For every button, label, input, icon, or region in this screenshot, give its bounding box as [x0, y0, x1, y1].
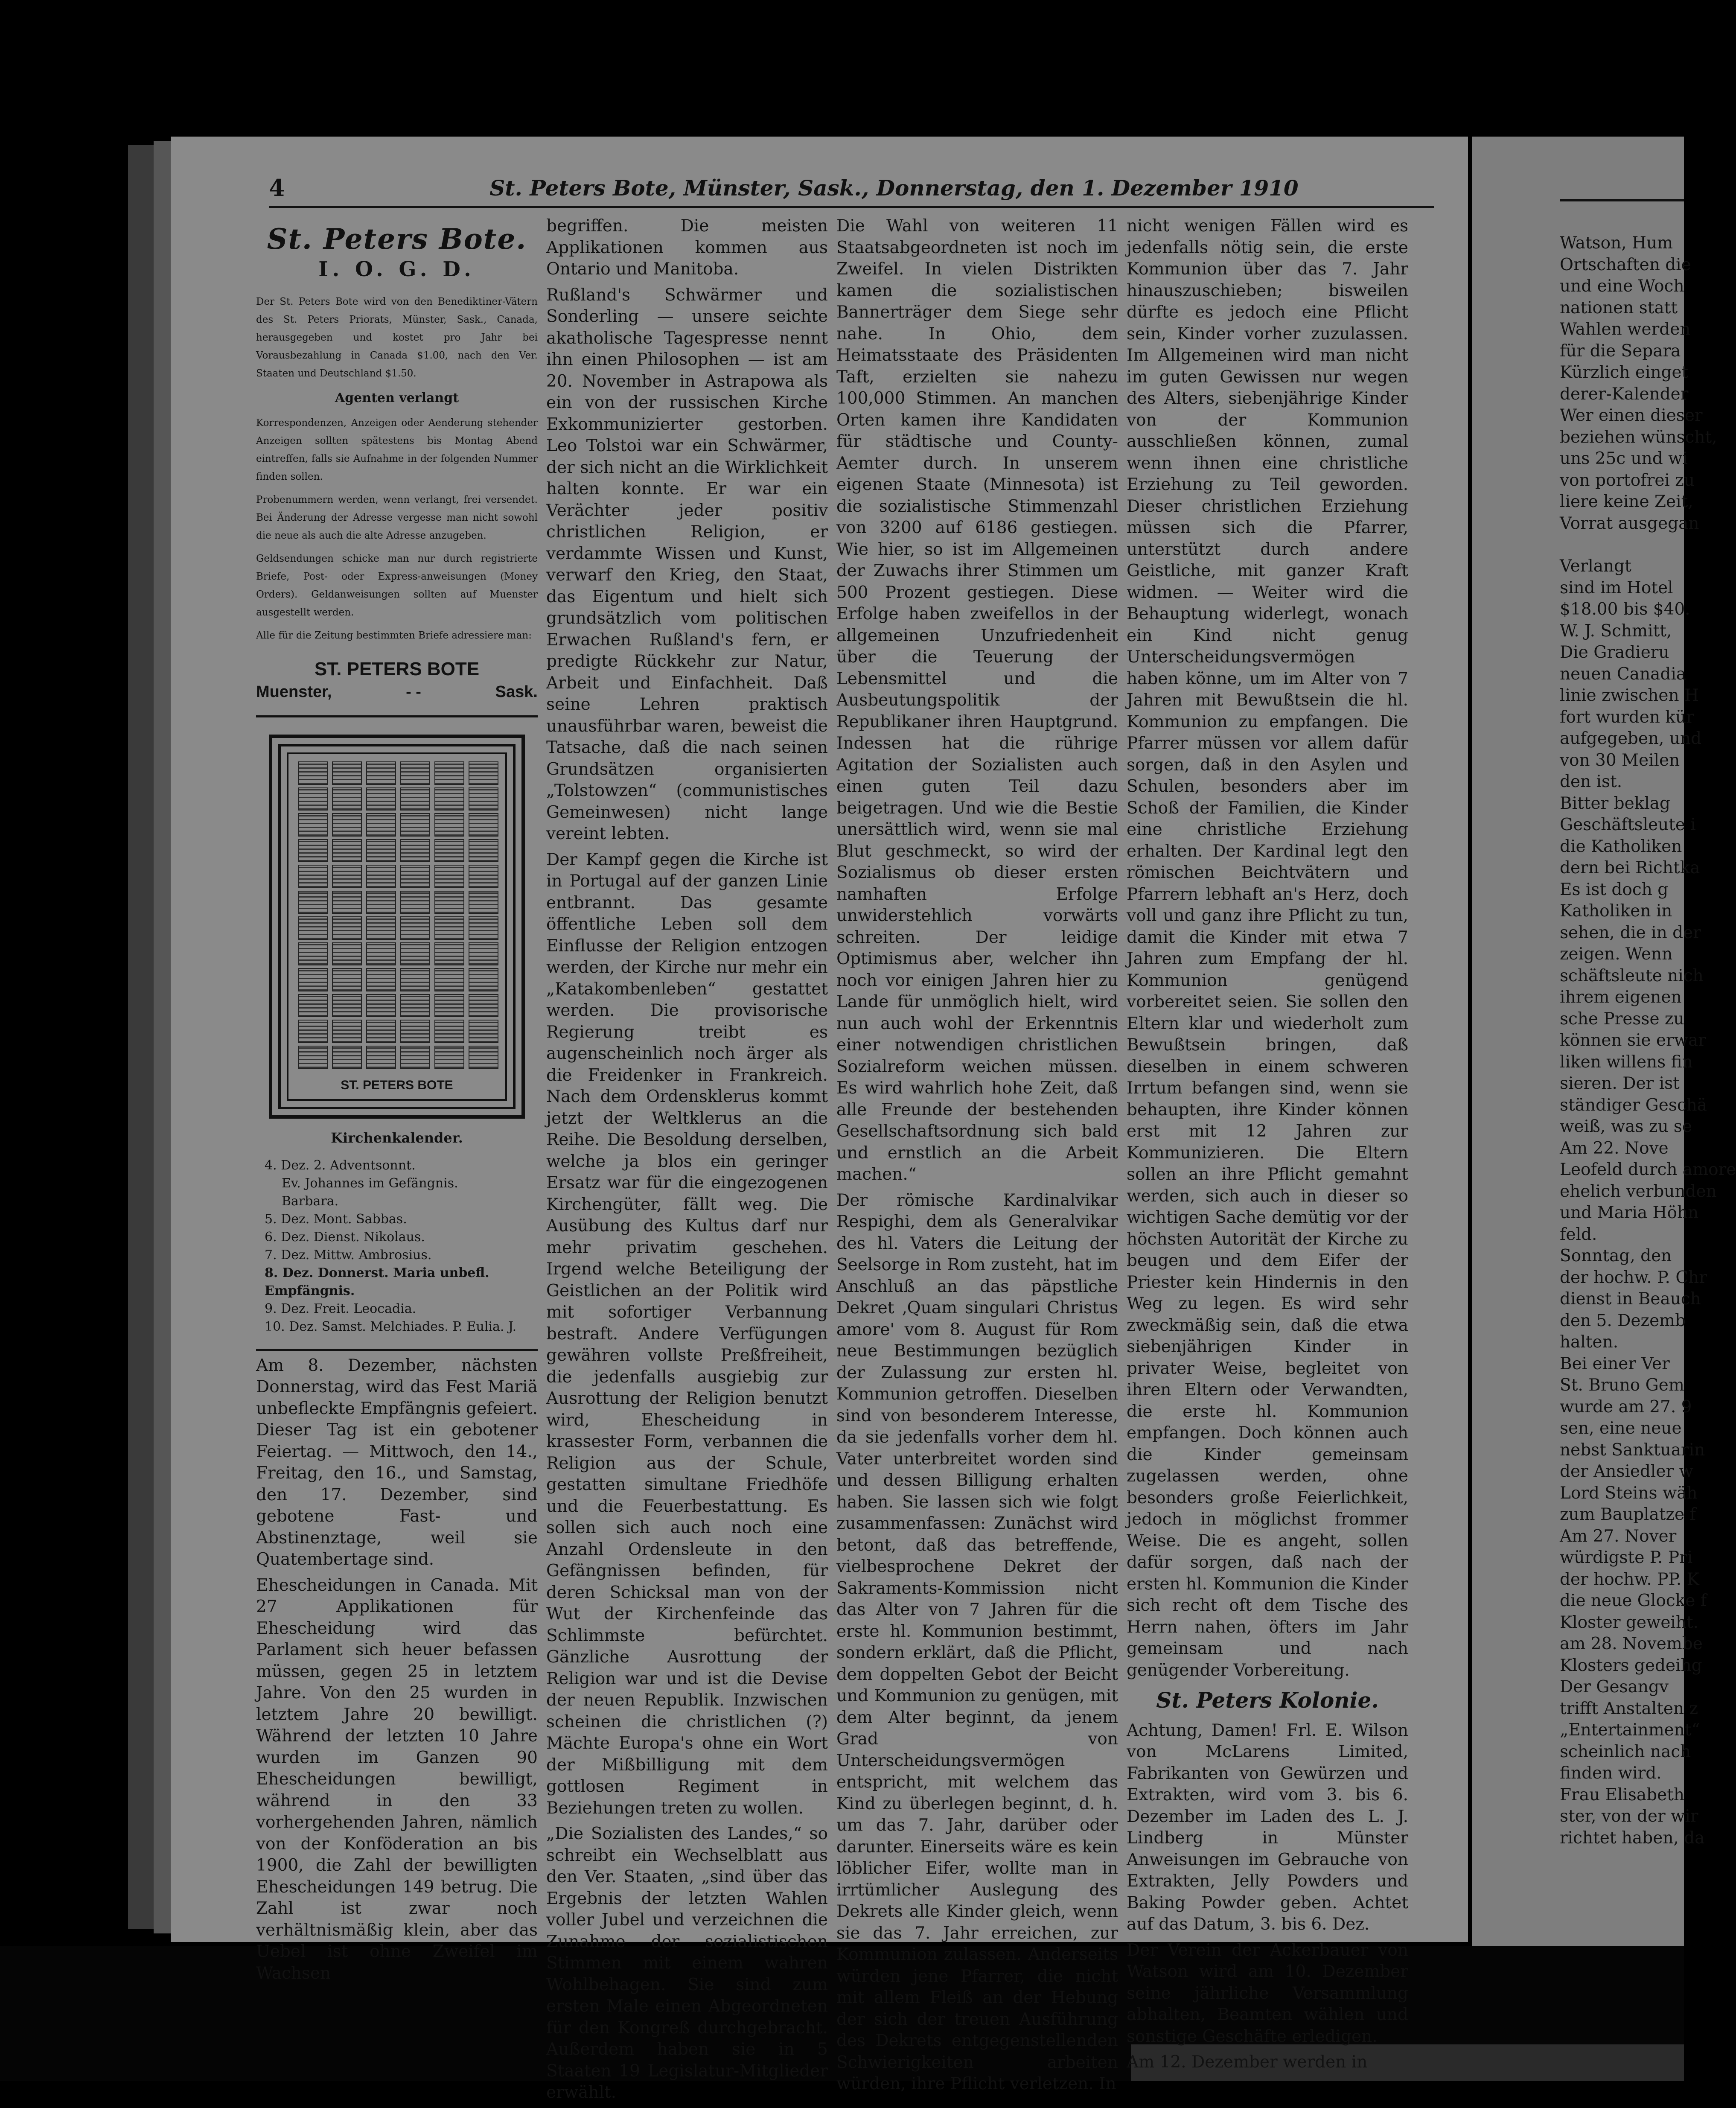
facing-page-line: Klosters gedeihg — [1560, 1656, 1702, 1675]
calendar-cell — [366, 968, 396, 991]
facing-page-line: zeigen. Wenn — [1560, 945, 1673, 964]
facing-page-line: Frau Elisabeth — [1560, 1785, 1684, 1805]
calendar-cell — [400, 865, 430, 888]
facing-page-line: St. Bruno Gem — [1560, 1376, 1684, 1395]
facing-page-rule — [1560, 199, 1684, 201]
facing-page-line: liken willens fin — [1560, 1052, 1693, 1072]
calendar-cell — [366, 1046, 396, 1069]
article-paragraph: nicht wenigen Fällen wird es jedenfalls nötig sein, die erste Kommunion über das 7. Jahr hinauszuschieben; bisweilen dürfte es jedoch eine Pflicht sein, Kinder vorher zuzulassen. Im Allgemeinen wird man nicht im guten Gewissen nur wegen des Alters, siebenjährige Kinder von der Kommunion ausschließen können, zumal wenn ihnen eine christliche Erziehung zu Teil geworden. Dieser christlichen Erziehung müssen sich die Pfarrer, unterstützt durch andere Geistliche, mit ganzer Kraft widmen. — Weiter wird die Behauptung widerlegt, wonach ein Kind nicht genug Unterscheidungsvermögen haben könne, um im Alter von 7 Jahren mit Bewußtsein die hl. Kommunion zu empfangen. Die Pfarrer müssen vor allem dafür sorgen, daß in den Asylen und Schulen, besonders aber im Schoß der Familien, die Kinder eine christliche Erziehung erhalten. Der Kardinal legt den römischen Beichtvätern und Pfarrern lebhaft an's Herz, doch voll und ganz ihre Pflicht zu tun, damit die Kinder mit etwa 7 Jahren zum Empfang der hl. Kommunion genügend vorbereitet seien. Sie sollen den Eltern klar und wiederholt zum Bewußtsein bringen, daß dieselben in einem schweren Irrtum befangen sind, wenn sie behaupten, ihre Kinder können erst mit 12 Jahren zur Kommunizieren. Die Eltern sollen an ihre Pflicht gemahnt werden, sich auch in dieser so wichtigen Sache demütig vor der höchsten Autorität der Kirche zu beugen und dem Eifer der Priester kein Hindernis in den Weg zu legen. Es wird sehr zweckmäßig sein, daß die etwa siebenjährigen Kinder in privater Weise, begleitet von ihren Eltern oder Verwandten, die erste hl. Kommunion empfangen. Doch können auch die Kinder gemeinsam zugelassen werden, ohne besonders große Feierlichkeit, jedoch in möglichst frommer Weise. Die es angeht, sollen dafür sorgen, daß nach der ersten hl. Kommunion die Kinder sich recht oft dem Tische des Herrn nahen, öfters im Jahr gemeinsam und nach genügender Vorbereitung. — [1127, 216, 1408, 1680]
facing-page-line: Kloster geweiht. — [1560, 1612, 1699, 1632]
facing-page-line: Ortschaften die — [1560, 255, 1691, 274]
page-header — [269, 173, 1434, 203]
facing-page-line: trifft Anstalten z — [1560, 1699, 1698, 1718]
masthead: St. Peters Bote. — [267, 222, 527, 256]
calendar-cell — [298, 813, 328, 837]
calendar-cell — [434, 839, 464, 863]
facing-page-line: der hochw. P. Chr — [1560, 1268, 1707, 1287]
calendar-cell — [434, 891, 464, 914]
facing-page-line: den ist. — [1560, 772, 1622, 791]
facing-page-line: können sie erwar — [1560, 1031, 1706, 1050]
calendar-cell — [400, 942, 430, 966]
calendar-cell — [400, 839, 430, 863]
article-paragraph: Am 12. Dezember werden in — [1127, 2053, 1368, 2072]
calendar-cell — [469, 1046, 498, 1069]
calendar-cell — [366, 916, 396, 940]
calendar-cell — [434, 787, 464, 811]
calendar-cell — [332, 865, 362, 888]
facing-page-line — [1560, 534, 1679, 556]
calendar-entry: 5. Dez. Mont. Sabbas. — [265, 1211, 407, 1227]
article-paragraph: Achtung, Damen! Frl. E. Wilson von McLarens Limited, Fabrikanten von Gewürzen und Extrakten, wird vom 3. bis 6. Dezember im Laden des L. J. Lindberg in Münster Anweisungen im Gebrauche von Extrakten, Jelly Powders und Baking Powder geben. Achtet auf das Datum, 3. bis 6. Dez. — [1127, 1720, 1408, 1934]
calendar-cell — [469, 865, 498, 888]
page-number: 4 — [269, 174, 285, 201]
facing-page-line: $18.00 bis $40. — [1560, 600, 1690, 619]
calendar-cell — [366, 942, 396, 966]
calendar-entry: 4. Dez. 2. Adventsonnt. — [265, 1158, 416, 1173]
calendar-cell — [469, 891, 498, 914]
calendar-cell — [332, 916, 362, 940]
calendar-cell — [400, 994, 430, 1018]
facing-page-line: Watson, Hum — [1560, 233, 1673, 253]
address-name: ST. PETERS BOTE — [314, 659, 480, 679]
calendar-cell — [298, 994, 328, 1018]
calendar-cell — [332, 839, 362, 863]
calendar-cell — [366, 994, 396, 1018]
calendar-cell — [434, 813, 464, 837]
calendar-cell — [332, 942, 362, 966]
column-4 — [1127, 216, 1408, 2078]
calendar-cell — [366, 865, 396, 888]
facing-page-line: ihrem eigenen — [1560, 988, 1682, 1007]
facing-page-line: Es ist doch g — [1560, 880, 1669, 899]
calendar-cell — [400, 787, 430, 811]
article-paragraph: „Die Sozialisten des Landes,“ so schreibt ein Wechselblatt aus den Ver. Staaten, „sind über das Ergebnis der letzten Wahlen voller Jubel und verzeichnen die Zunahme der sozialistischen Stimmen mit einem wahren Wohlbehagen. Sie sind zum ersten Male einen Abgeordneten für den Kongreß durchgebracht. Außerdem haben sie in 5 Staaten 19 Legislatur-Mitglieder erwählt. — [546, 1824, 828, 2102]
calendar-entry: 7. Dez. Mittw. Ambrosius. — [265, 1247, 432, 1262]
facing-page-line: am 28. Novembe — [1560, 1634, 1703, 1653]
church-calendar — [265, 1157, 538, 1336]
address-province: Sask. — [495, 683, 538, 701]
facing-page-line: Wahlen werden — [1560, 320, 1691, 339]
calendar-cell — [434, 994, 464, 1018]
calendar-cell — [434, 916, 464, 940]
divider — [256, 715, 538, 717]
facing-page-line: zum Bauplatze f — [1560, 1505, 1696, 1524]
notice: Korrespondenzen, Anzeigen oder Aenderung stehender Anzeigen sollten spätestens bis Montag Abend eintreffen, falls sie Aufnahme in der folgenden Nummer finden sollen. — [256, 417, 538, 482]
facing-page-line: Katholiken in — [1560, 901, 1672, 921]
calendar-entry: Ev. Johannes im Gefängnis. — [282, 1175, 458, 1191]
facing-page-line: finden wird. — [1560, 1764, 1662, 1783]
facing-page-line: von portofrei zu — [1560, 470, 1695, 490]
calendar-cell — [400, 891, 430, 914]
facing-page-line: und Maria Höhn — [1560, 1203, 1699, 1222]
facing-page-line: sind im Hotel — [1560, 578, 1673, 598]
facing-page-line: ständiger Geschä — [1560, 1095, 1707, 1115]
calendar-cell — [469, 1020, 498, 1043]
facing-page-line: linie zwischen H — [1560, 686, 1699, 705]
facing-page-line: richtet haben, da — [1560, 1828, 1705, 1848]
calendar-cell — [434, 1046, 464, 1069]
calendar-cell — [298, 761, 328, 785]
calendar-cell — [434, 968, 464, 991]
facing-page-line: sieren. Der ist — [1560, 1074, 1680, 1093]
calendar-cell — [366, 761, 396, 785]
facing-page-line: Wer einen dieser — [1560, 406, 1703, 425]
calendar-cell — [332, 968, 362, 991]
facing-page-line: Am 27. Nover — [1560, 1526, 1677, 1546]
book-page-edges — [154, 141, 171, 1933]
article-paragraph: Am 8. Dezember, nächsten Donnerstag, wird das Fest Mariä unbefleckte Empfängnis gefeiert. Dieser Tag ist ein gebotener Feiertag. — Mittwoch, den 14., Freitag, den 16., und Samstag, den 17. Dezember, sind gebotene Fast- und Abstinenztage, weil sie Quatembertage sind. — [256, 1356, 538, 1569]
notice: Probenummern werden, wenn verlangt, frei versendet. Bei Änderung der Adresse vergesse man nicht sowohl die neue als auch die alte Adresse anzugeben. — [256, 494, 538, 541]
facing-page-line: halten. — [1560, 1332, 1619, 1352]
calendar-cell — [400, 813, 430, 837]
facing-page-line: Am 22. Nove — [1560, 1138, 1669, 1158]
calendar-cell — [400, 1020, 430, 1043]
calendar-cell — [366, 1020, 396, 1043]
calendar-entry: 6. Dez. Dienst. Nikolaus. — [265, 1229, 425, 1245]
calendar-cell — [469, 761, 498, 785]
calendar-cell — [298, 839, 328, 863]
facing-page-line: würdigste P. Pri — [1560, 1548, 1693, 1567]
calendar-cell — [298, 1046, 328, 1069]
calendar-cell — [469, 787, 498, 811]
calendar-cell — [400, 1046, 430, 1069]
kolonie-heading: St. Peters Kolonie. — [1156, 1688, 1379, 1713]
calendar-cell — [332, 1046, 362, 1069]
facing-page-line: feld. — [1560, 1225, 1597, 1244]
facing-page-line: sen, eine neue — [1560, 1419, 1682, 1438]
calendar-cell — [332, 813, 362, 837]
calendar-cell — [332, 787, 362, 811]
calendar-cell — [434, 942, 464, 966]
facing-page-line: uns 25c und wi — [1560, 449, 1688, 468]
facing-page-line: Der Gesangv — [1560, 1677, 1669, 1697]
facing-page-line: Lord Steins wäh — [1560, 1483, 1698, 1503]
facing-page-line: Die Gradieru — [1560, 643, 1669, 662]
notice: Geldsendungen schicke man nur durch registrierte Briefe, Post- oder Express-anweisungen (Money Orders). Geldanweisungen sollten auf Muenster ausgestellt werden. — [256, 553, 538, 618]
facing-page-line: neuen Canadia — [1560, 664, 1686, 684]
facing-page-line: wurde am 27. 9 — [1560, 1397, 1692, 1417]
facing-page-line: beziehen wünscht, — [1560, 427, 1717, 447]
calendar-cell — [298, 787, 328, 811]
facing-page-line: die neue Glocke f — [1560, 1591, 1707, 1610]
calendar-entry: 10. Dez. Samst. Melchiades. P. Eulia. J. — [265, 1319, 517, 1334]
calendar-cell — [469, 942, 498, 966]
calendar-cell — [298, 891, 328, 914]
article-paragraph: Der römische Kardinalvikar Respighi, dem als Generalvikar des hl. Vaters die Leitung der Seelsorge in Rom zusteht, hat im Anschluß an das päpstliche Dekret ‚Quam singulari Christus amore' vom 8. August für Rom neue Bestimmungen bezüglich der Zulassung zur ersten hl. Kommunion getroffen. Dieselben sind von besonderem Interesse, da sie jedenfalls vorher dem hl. Vater unterbreitet worden sind und dessen Billigung erhalten haben. Sie lassen sich wie folgt zusammenfassen: Zunächst wird betont, daß das betreffende, vielbesprochene Dekret der Sakraments-Kommission nicht das Alter von 7 Jahren für die erste hl. Kommunion bestimmt, sondern erklärt, daß die Pflicht, dem doppelten Gebot der Beicht und Kommunion zu genügen, mit dem Alter beginnt, da jenem Grad von Unterscheidungsvermögen entspricht, mit welchem das Kind zu überlegen beginnt, d. h. um das 7. Jahr, darüber oder darunter. Einerseits wäre es kein löblicher Eifer, wollte man in irrtümlicher Auslegung des Dekrets alle Kinder gleich, wenn sie das 7. Jahr erreichen, zur Kommunion zulassen. Anderseits würden jene Pfarrer, die nicht mit allem Fleiß an der Hebung der sich der treuen Ausführung des Dekrets entgegenstellenden Schwierigkeiten arbeiten würden, ihre Pflicht verletzen. In — [836, 1190, 1118, 2093]
facing-page-line: der hochw. PP. K — [1560, 1569, 1699, 1589]
calendar-cell — [400, 761, 430, 785]
column-1 — [256, 216, 538, 1988]
calendar-cell — [400, 968, 430, 991]
facing-page-line: Vorrat ausgegan — [1560, 513, 1699, 533]
calendar-image — [269, 735, 525, 1119]
address-dashes: - - — [406, 683, 421, 701]
calendar-entry: Barbara. — [282, 1193, 339, 1209]
calendar-cell — [366, 839, 396, 863]
notice: Alle für die Zeitung bestimmten Briefe adressiere man: — [256, 630, 532, 641]
facing-page-line: Verlangt — [1560, 557, 1631, 576]
calendar-entry: 8. Dez. Donnerst. Maria unbefl. Empfängnis. — [265, 1265, 489, 1298]
calendar-cell — [298, 1020, 328, 1043]
facing-page-line: und eine Woch — [1560, 277, 1684, 296]
facing-page-line: Bei einer Ver — [1560, 1354, 1670, 1373]
facing-page-line: die Katholiken — [1560, 837, 1682, 856]
divider — [256, 1349, 538, 1351]
calendar-cell — [366, 813, 396, 837]
church-calendar-heading: Kirchenkalender. — [331, 1130, 463, 1146]
column-3 — [836, 216, 1118, 2099]
calendar-cell — [469, 839, 498, 863]
facing-page-line: „Entertainment“ — [1560, 1720, 1700, 1740]
facing-page-line: Sonntag, den — [1560, 1246, 1672, 1265]
facing-page-line: scheinlich nach — [1560, 1742, 1691, 1761]
calendar-cell — [400, 916, 430, 940]
calendar-cell — [298, 865, 328, 888]
facing-page-line: von 30 Meilen — [1560, 750, 1680, 770]
facing-page-line: den 5. Dezemb — [1560, 1311, 1686, 1330]
facing-page-line: Geschäftsleute i — [1560, 815, 1696, 834]
article-paragraph: Die Wahl von weiteren 11 Staatsabgeordneten ist noch im Zweifel. In vielen Distrikten kamen die sozialistischen Bannerträger dem Siege sehr nahe. In Ohio, dem Heimatsstaate des Präsidenten Taft, erzielten sie nahezu 100,000 Stimmen. An manchen Orten kamen ihre Kandidaten für städtische und County-Aemter durch. In unserem eigenen Staate (Minnesota) ist die sozialistische Stimmenzahl von 3200 auf 6186 gestiegen. Wie hier, so ist im Allgemeinen der Zuwachs ihrer Stimmen um 500 Prozent gestiegen. Diese Erfolge haben zweifellos in der allgemeinen Unzufriedenheit über die Teuerung der Lebensmittel und die Ausbeutungspolitik der Republikaner ihren Hauptgrund. Indessen hat die rührige Agitation der Sozialisten auch einen guten Teil dazu beigetragen. Und wie die Bestie unersättlich wird, wenn sie mal Blut geschmeckt, so wird der Sozialismus ob dieser ersten namhaften Erfolge unwiderstehlich vorwärts schreiten. Der leidige Optimismus aber, welcher ihn noch vor einigen Jahren hier zu Lande für unmöglich hielt, wird nun auch wohl der Erkenntnis einer notwendigen christlichen Sozialreform weichen müssen. Es wird wahrlich hohe Zeit, daß alle Freunde der bestehenden Gesellschaftsordnung sich bald und ernstlich an die Arbeit machen.“ — [836, 216, 1118, 1184]
calendar-cell — [332, 761, 362, 785]
calendar-cell — [434, 865, 464, 888]
facing-page-line: liere keine Zeit, — [1560, 492, 1693, 511]
facing-page-line: für die Separa — [1560, 341, 1681, 361]
facing-page-line: derer-Kalender — [1560, 384, 1689, 404]
calendar-cell — [469, 994, 498, 1018]
facing-page-line: dienst in Beauch — [1560, 1289, 1701, 1309]
calendar-cell — [332, 994, 362, 1018]
facing-page-line: Bitter beklag — [1560, 793, 1670, 813]
facing-page-line: Kürzlich einget — [1560, 363, 1689, 382]
article-paragraph: begriffen. Die meisten Applikationen kommen aus Ontario und Manitoba. — [546, 216, 828, 279]
facing-page-line: schäftsleute nich — [1560, 966, 1704, 985]
book-spine-edge — [128, 145, 154, 1929]
facing-page-line: aufgegeben, und — [1560, 729, 1702, 748]
facing-page-line: fort wurden kür — [1560, 707, 1694, 727]
calendar-cell — [298, 916, 328, 940]
running-head: St. Peters Bote, Münster, Sask., Donnerstag, den 1. Dezember 1910 — [489, 175, 1299, 201]
facing-page-line: nebst Sanktuarin — [1560, 1440, 1705, 1460]
header-rule — [269, 206, 1434, 208]
calendar-cell — [434, 1020, 464, 1043]
facing-page-line: nationen statt — [1560, 298, 1678, 318]
facing-page-line: sehen, die in der — [1560, 923, 1701, 942]
article-paragraph: Rußland's Schwärmer und Sonderling — unsere seichte akatholische Tagespresse nennt ihn einen Philosophen — ist am 20. November in Astrapowa als ein von der russischen Kirche Exkommunizierter gestorben. Leo Tolstoi war ein Schwärmer, der sich nicht an die Wirklichkeit halten konnte. Er war ein Verächter jeder positiv christlichen Religion, er verdammte Wissen und Kunst, verwarf den Krieg, den Staat, das Eigentum und hielt sich grundsätzlich vom politischen Erwachen Rußland's fern, er predigte Rückkehr zur Natur, Arbeit und Einfachheit. Daß seine Lehren praktisch unausführbar waren, beweist die Tatsache, daß die nach seinen Grundsätzen organisierten „Tolstowzen“ (communistisches Gemeinwesen) nicht lange vereint lebten. — [546, 285, 828, 843]
article-paragraph: Ehescheidungen in Canada. Mit 27 Applikationen für Ehescheidung wird das Parlament sich heuer befassen müssen, gegen 25 in letztem Jahre. Von den 25 wurden in letztem Jahre 20 bewilligt. Während der letzten 10 Jahre wurden im Ganzen 90 Ehescheidungen bewilligt, während in den 33 vorhergehenden Jahren, nämlich von der Konföderation an bis 1900, die Zahl der bewilligten Ehescheidungen 149 betrug. Die Zahl ist zwar noch verhältnismäßig klein, aber das Uebel ist ohne Zweifel im Wachsen — [256, 1575, 538, 1983]
publisher-info: Der St. Peters Bote wird von den Benediktiner-Vätern des St. Peters Priorats, Münster, Sask., Canada, herausgegeben und kostet pro Jahr bei Vorausbezahlung in Canada $1.00, nach den Ver. Staaten und Deutschland $1.50. — [256, 296, 538, 379]
calendar-cell — [332, 1020, 362, 1043]
calendar-cell — [298, 942, 328, 966]
facing-page-line: ehelich verbunden — [1560, 1181, 1717, 1201]
address-town: Muenster, — [256, 683, 332, 701]
address-line — [256, 681, 538, 703]
facing-page-text — [1560, 233, 1736, 1849]
calendar-label: ST. PETERS BOTE — [341, 1078, 453, 1092]
agents-heading: Agenten verlangt — [335, 391, 459, 405]
motto: I. O. G. D. — [318, 257, 475, 281]
facing-page-line: weiß, was zu se — [1560, 1117, 1692, 1136]
calendar-cell — [469, 813, 498, 837]
calendar-cell — [298, 968, 328, 991]
calendar-cell — [366, 891, 396, 914]
calendar-cell — [469, 916, 498, 940]
facing-page-line: W. J. Schmitt, — [1560, 621, 1672, 641]
calendar-cell — [434, 761, 464, 785]
calendar-cell — [366, 787, 396, 811]
calendar-entry: 9. Dez. Freit. Leocadia. — [265, 1301, 417, 1316]
article-paragraph: Der Kampf gegen die Kirche ist in Portugal auf der ganzen Linie entbrannt. Das gesamte öffentliche Leben soll dem Einflusse der Religion entzogen werden, der Kirche nur mehr ein „Katakombenleben“ gestattet werden. Die provisorische Regierung treibt es augenscheinlich noch ärger als die Freidenker in Frankreich. Nach dem Ordensklerus kommt jetzt der Weltklerus an die Reihe. Die Besoldung derselben, welche ja blos ein geringer Ersatz war für die eingezogenen Kirchengüter, fällt weg. Die Ausübung des Kultus darf nur mehr privatim geschehen. Irgend welche Beteiligung der Geistlichen an der Politik wird mit sofortiger Verbannung bestraft. Andere Verfügungen gewähren vollste Preßfreiheit, die jedenfalls ausgiebig zur Ausrottung der Religion benutzt wird, Ehescheidung in krassester Form, verbannen die Religion aus der Schule, gestatten simultane Friedhöfe und die Feuerbestattung. Es sollen sich auch noch eine Anzahl Ordensleute in den Gefängnissen befinden, für deren Schicksal man von der Wut der Kirchenfeinde das Schlimmste befürchtet. Gänzliche Ausrottung der Religion war und ist die Devise der neuen Republik. Inzwischen scheinen die christlichen (?) Mächte Europa's ohne ein Wort der Mißbilligung mit dem gottlosen Regiment in Beziehungen treten zu wollen. — [546, 850, 828, 1818]
facing-page-line: der Ansiedler w — [1560, 1462, 1693, 1481]
article-paragraph: Der Verein der Ackerbauer von Watson wird am 10. Dezember seine jährliche Versammlung abhalten, Beamten wählen und sonstige Geschäfte erledigen. — [1127, 1940, 1408, 2046]
facing-page-line: Leofeld durch amore — [1560, 1160, 1736, 1179]
facing-page-line: ster, von der wir — [1560, 1807, 1698, 1826]
calendar-cell — [469, 968, 498, 991]
facing-page-line: sche Presse zu — [1560, 1009, 1684, 1029]
calendar-cell — [332, 891, 362, 914]
facing-page-line: dern bei Richtka — [1560, 858, 1700, 878]
column-2 — [546, 216, 828, 2108]
